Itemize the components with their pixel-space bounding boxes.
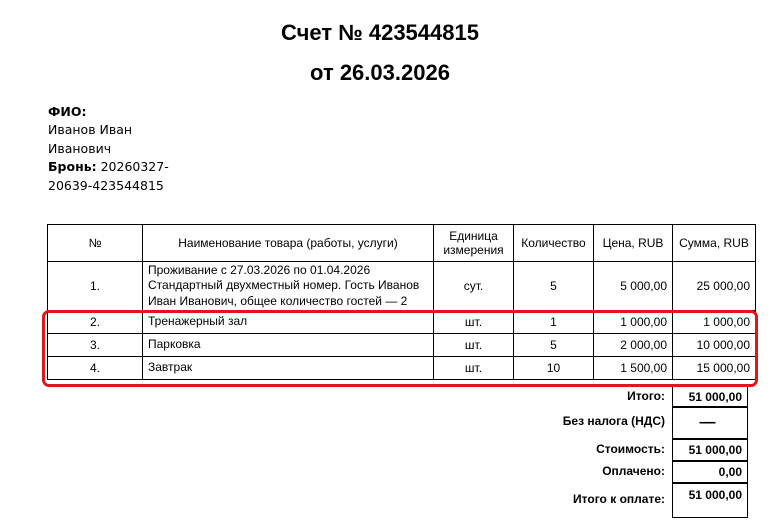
table-row: [48, 262, 756, 311]
row-unit: шт.: [434, 357, 514, 380]
fio-line-2: Иванович: [48, 140, 112, 156]
total-label: Итого:: [627, 389, 665, 403]
row-num: 4.: [48, 357, 143, 380]
header-name: Наименование товара (работы, услуги): [143, 225, 434, 262]
invoice-date: от 26.03.2026: [310, 60, 450, 85]
due-label: Итого к оплате:: [573, 492, 665, 506]
row-sum: 10 000,00: [673, 334, 756, 357]
header-sum: Сумма, RUB: [673, 225, 756, 262]
invoice-title: Счет № 423544815: [281, 20, 479, 45]
total-value: 51 000,00: [672, 384, 748, 407]
tax-value: —: [672, 407, 748, 439]
cost-value: 51 000,00: [672, 439, 748, 461]
row-price: 1 500,00: [594, 357, 673, 380]
table-header-row: [48, 225, 756, 262]
fio-line-1: Иванов Иван: [48, 122, 133, 138]
fio-label: ФИО:: [48, 104, 87, 119]
header-unit: Единица измерения: [434, 225, 514, 262]
paid-label: Оплачено:: [602, 464, 665, 478]
row-name: Завтрак: [143, 357, 434, 380]
row-num: 2.: [48, 311, 143, 334]
tax-label: Без налога (НДС): [562, 414, 665, 428]
table-row: [48, 311, 756, 334]
booking-number-part2: 20639-423544815: [48, 177, 164, 193]
row-price: 2 000,00: [594, 334, 673, 357]
row-qty: 10: [514, 357, 594, 380]
header-price: Цена, RUB: [594, 225, 673, 262]
booking-number-part1: 20260327-: [100, 159, 169, 175]
row-unit: шт.: [434, 334, 514, 357]
paid-value: 0,00: [672, 461, 748, 483]
row-unit: шт.: [434, 311, 514, 334]
table-row: [48, 357, 756, 380]
table-row: [48, 334, 756, 357]
row-name: Проживание с 27.03.2026 по 01.04.2026 Стандартный двухместный номер. Гость Иванов Иван Иванович, общее количество гостей — 2: [143, 262, 434, 311]
row-unit: сут.: [434, 262, 514, 311]
row-num: 3.: [48, 334, 143, 357]
cost-label: Стоимость:: [596, 442, 665, 456]
row-price: 1 000,00: [594, 311, 673, 334]
row-sum: 25 000,00: [673, 262, 756, 311]
row-sum: 15 000,00: [673, 357, 756, 380]
header-qty: Количество: [514, 225, 594, 262]
row-name: Тренажерный зал: [143, 311, 434, 334]
header-num: №: [48, 225, 143, 262]
row-price: 5 000,00: [594, 262, 673, 311]
booking-label: Бронь:: [48, 159, 97, 175]
row-name: Парковка: [143, 334, 434, 357]
row-num: 1.: [48, 262, 143, 311]
guest-info: [48, 103, 188, 195]
row-qty: 5: [514, 334, 594, 357]
row-sum: 1 000,00: [673, 311, 756, 334]
row-qty: 1: [514, 311, 594, 334]
due-value: 51 000,00: [672, 483, 748, 518]
row-qty: 5: [514, 262, 594, 311]
invoice-table: [47, 224, 756, 380]
